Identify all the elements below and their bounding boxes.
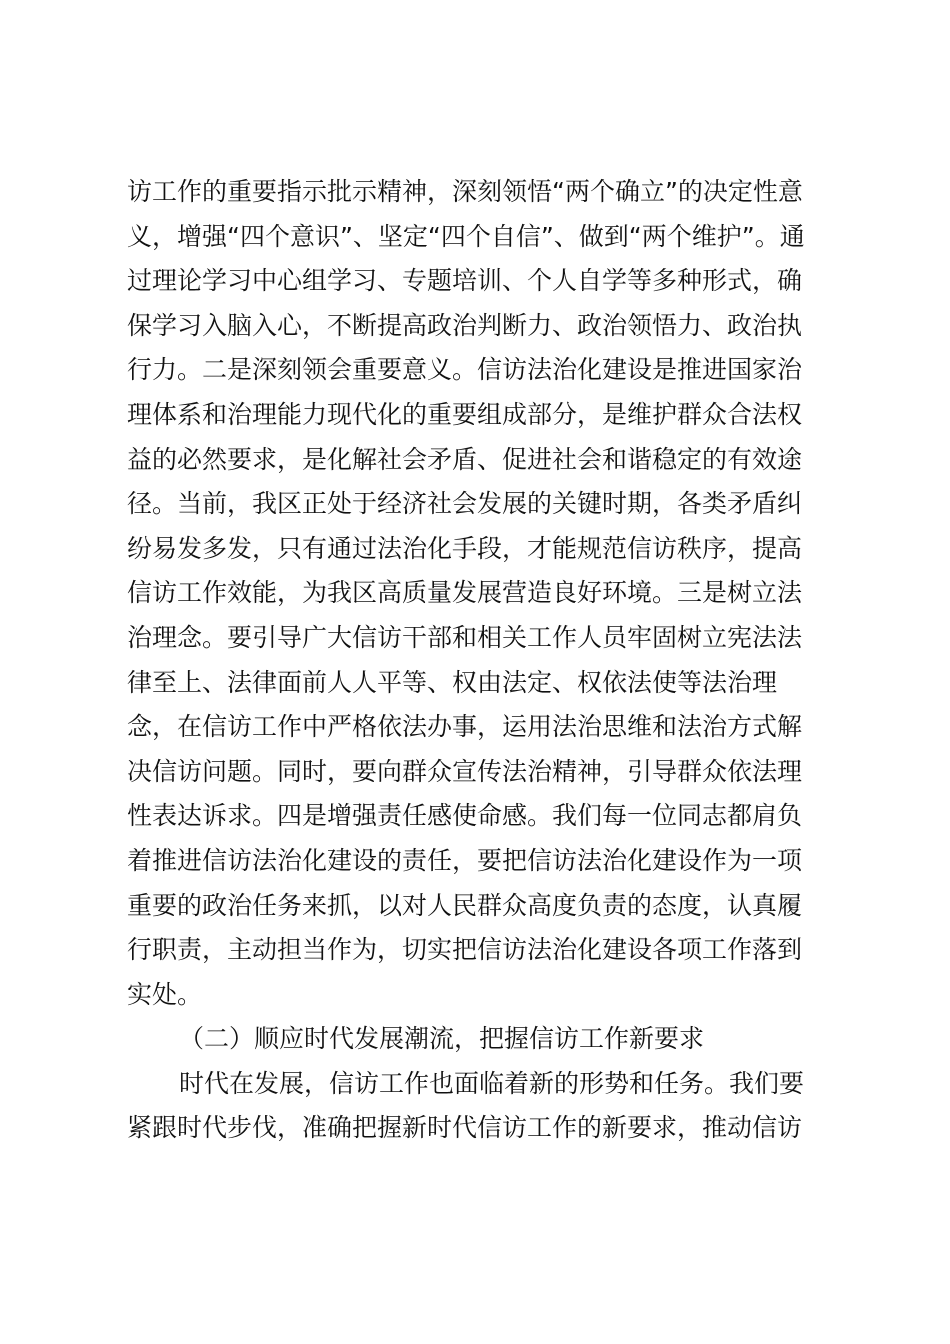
text-line: 信访工作效能，为我区高质量发展营造良好环境。三是树立法 bbox=[127, 578, 803, 608]
text-line: 行职责，主动担当作为，切实把信访法治化建设各项工作落到 bbox=[127, 935, 803, 965]
text-line: 念，在信访工作中严格依法办事，运用法治思维和法治方式解 bbox=[127, 712, 803, 742]
text-line: 紧跟时代步伐，准确把握新时代信访工作的新要求，推动信访 bbox=[127, 1113, 803, 1143]
text-line: 行力。二是深刻领会重要意义。信访法治化建设是推进国家治 bbox=[127, 355, 803, 385]
text-line: 保学习入脑入心，不断提高政治判断力、政治领悟力、政治执 bbox=[127, 310, 803, 340]
text-line: 径。当前，我区正处于经济社会发展的关键时期，各类矛盾纠 bbox=[127, 489, 803, 519]
section-heading: （二）顺应时代发展潮流，把握信访工作新要求 bbox=[179, 1024, 705, 1054]
text-line: 纷易发多发，只有通过法治化手段，才能规范信访秩序，提高 bbox=[127, 533, 803, 563]
text-line: 过理论学习中心组学习、专题培训、个人自学等多种形式，确 bbox=[127, 266, 803, 296]
text-line: 时代在发展，信访工作也面临着新的形势和任务。我们要 bbox=[179, 1068, 805, 1098]
text-line: 性表达诉求。四是增强责任感使命感。我们每一位同志都肩负 bbox=[127, 801, 803, 831]
text-line: 治理念。要引导广大信访干部和相关工作人员牢固树立宪法法 bbox=[127, 622, 803, 652]
text-line: 重要的政治任务来抓，以对人民群众高度负责的态度，认真履 bbox=[127, 890, 803, 920]
text-line: 着推进信访法治化建设的责任，要把信访法治化建设作为一项 bbox=[127, 845, 803, 875]
text-line: 决信访问题。同时，要向群众宣传法治精神，引导群众依法理 bbox=[127, 756, 803, 786]
text-line: 律至上、法律面前人人平等、权由法定、权依法使等法治理 bbox=[127, 667, 778, 697]
text-line: 理体系和治理能力现代化的重要组成部分，是维护群众合法权 bbox=[127, 399, 803, 429]
text-line: 实处。 bbox=[127, 979, 203, 1009]
text-line: 益的必然要求，是化解社会矛盾、促进社会和谐稳定的有效途 bbox=[127, 444, 803, 474]
text-line: 访工作的重要指示批示精神，深刻领悟“两个确立”的决定性意 bbox=[127, 177, 803, 206]
body-text bbox=[127, 170, 827, 1151]
text-line: 义，增强“四个意识”、坚定“四个自信”、做到“两个维护”。通 bbox=[127, 221, 805, 251]
